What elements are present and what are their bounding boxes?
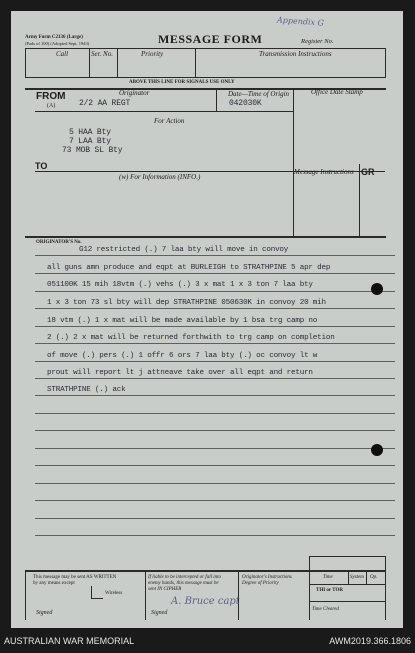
- addressee-3: 73 MOB SL Bty: [62, 146, 123, 155]
- form-id-line1: Army Form C2136 (Large): [25, 35, 83, 40]
- intercept-line2: enemy hands, this message must be: [148, 581, 219, 586]
- message-line-1: G12 restricted (.) 7 laa bty will move in convoy: [79, 246, 289, 254]
- addressee-1: 5 HAA Bty: [69, 128, 111, 137]
- signed-label-1: Signed: [36, 610, 53, 616]
- handwritten-appendix-note: Appendix G: [276, 15, 325, 28]
- wireless-note-line2: by any means except: [33, 581, 75, 586]
- originator-instructions-label: Originator's Instructions: [242, 575, 292, 580]
- message-line-9: STRATHPINE (.) ack: [47, 386, 126, 394]
- wireless-label: Wireless: [105, 591, 123, 596]
- footer-accession: AWM2019.366.1806: [329, 636, 411, 646]
- transmission-instructions-label: Transmission Instructions: [259, 50, 332, 58]
- intercept-line3: sent IN CIPHER: [148, 587, 182, 592]
- call-label: Call: [56, 50, 69, 58]
- message-line-4: 1 x 3 ton 73 sl bty will dep STRATHPINE 050630K in convoy 20 mih: [47, 299, 326, 307]
- register-label: Register No.: [301, 38, 334, 45]
- date-time-origin-label: Date—Time of Origin: [228, 90, 290, 98]
- priority-label: Priority: [141, 50, 164, 58]
- thi-tor-label: THI or TOR: [316, 588, 343, 593]
- message-instructions-label: Message Instructions: [294, 168, 354, 176]
- intercept-line1: If liable to be intercepted or fall into: [148, 575, 221, 580]
- for-information-label: (w) For Information (INFO.): [119, 173, 201, 181]
- signature: A. Bruce capt: [171, 596, 240, 607]
- form-title: MESSAGE FORM: [158, 32, 263, 46]
- footer-bar: [0, 628, 415, 653]
- wireless-note-line1: This message may be sent AS WRITTEN: [33, 575, 117, 580]
- degree-of-priority-label: Degree of Priority: [242, 581, 279, 586]
- originators-no-label: ORIGINATOR'S No.: [36, 240, 82, 245]
- time-cleared-label: Time Cleared: [312, 607, 339, 612]
- from-sub-label: (A): [47, 103, 56, 109]
- message-line-5: 18 vtm (.) 1 x mat will be made available by 1 bsa trg camp no: [47, 317, 318, 325]
- op-label: Op.: [370, 575, 378, 580]
- punch-hole-upper: [371, 283, 383, 295]
- from-label: FROM: [36, 91, 66, 102]
- message-line-3: 051100K 15 mih 18vtm (.) vehs (.) 3 x mat 1 x 3 ton 7 laa bty: [47, 281, 313, 289]
- message-line-8: prout will report lt j attneave take over all eqpt and return: [47, 369, 313, 377]
- time-label: Time: [323, 575, 333, 580]
- originator-label: Originator: [119, 89, 150, 97]
- gr-label: GR: [361, 167, 375, 177]
- form-id-line2: (Pads of 100) (Adopted Sept. 1943): [25, 41, 90, 46]
- message-line-2: all guns amn produce and eqpt at BURLEIGH to STRATHPINE 5 apr dep: [47, 264, 331, 272]
- signed-label-2: Signed: [151, 610, 168, 616]
- originator-value: 2/2 AA REGT: [79, 99, 131, 108]
- message-form-paper: [11, 11, 403, 628]
- ser-no-label: Ser. No.: [91, 50, 113, 58]
- message-line-6: 2 (.) 2 x mat will be returned forthwith to trg camp on completion: [47, 334, 335, 342]
- addressee-2: 7 LAA Bty: [69, 137, 111, 146]
- message-line-7: of move (.) pers (.) 1 offr 6 ors 7 laa bty (.) oc convoy lt w: [47, 352, 318, 360]
- office-date-stamp-label: Office Date Stamp: [311, 88, 363, 96]
- footer-credit: AUSTRALIAN WAR MEMORIAL: [4, 636, 135, 646]
- to-label: TO: [35, 161, 48, 171]
- system-label: System: [350, 575, 364, 580]
- signals-use-divider-note: ABOVE THIS LINE FOR SIGNALS USE ONLY: [129, 80, 235, 85]
- date-time-origin-value: 042030K: [229, 99, 262, 108]
- punch-hole-lower: [371, 444, 383, 456]
- for-action-label: For Action: [154, 117, 185, 125]
